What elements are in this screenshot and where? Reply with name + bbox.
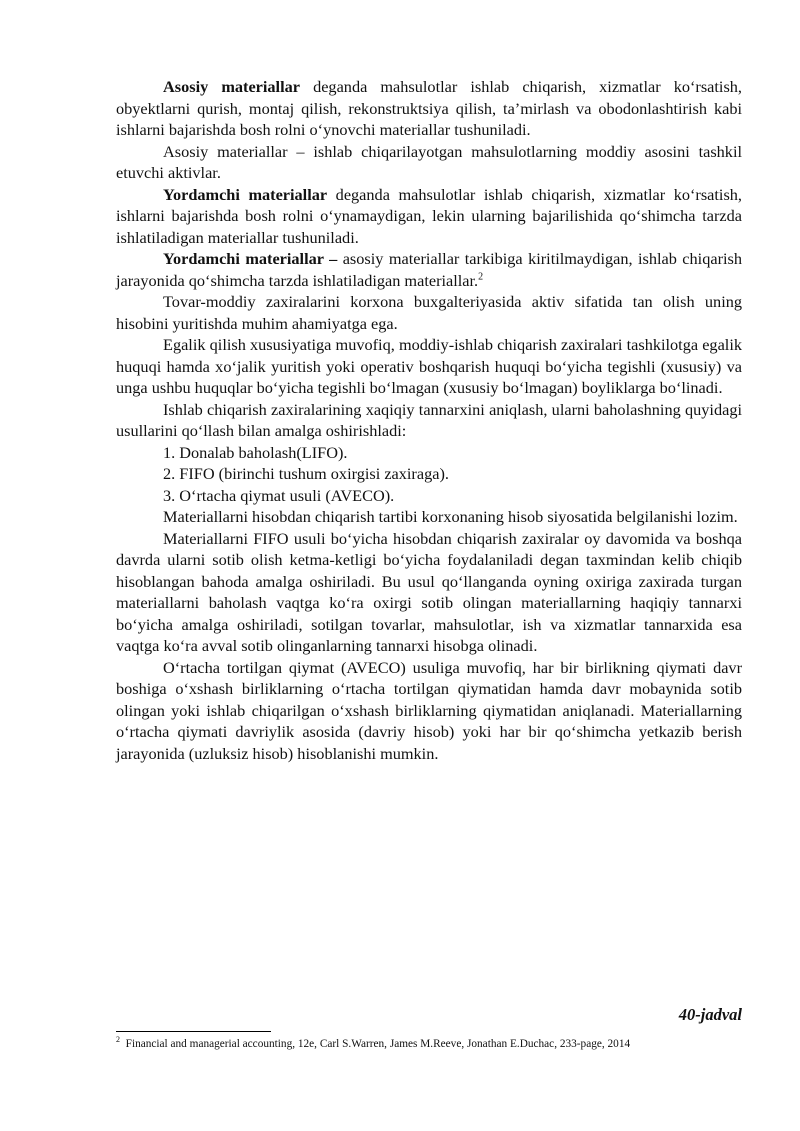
paragraph-text: Egalik qilish xususiyatiga muvofiq, moddiy-ishlab chiqarish zaxiralari tashkilotga egalik huquqi hamda xo‘jalik yuritish yoki operativ boshqarish huquqi bo‘yicha tegishli (xususiy) va unga ushbu huquqlar bo‘yicha tegishli bo‘lmagan (xususiy bo‘lmagan) boyliklarga bo‘linadi.	[116, 335, 742, 397]
paragraph-text: deganda mahsulotlar ishlab chiqarish, xizmatlar ko‘rsatish, ishlarni bajarishda bosh rolni o‘ynamaydigan, lekin ularning bajarilishida qo‘shimcha tarzda ishlatiladigan materiallar tushuniladi.	[116, 184, 742, 247]
paragraph	[116, 141, 742, 184]
list-item	[116, 463, 742, 485]
paragraph-text: asosiy materiallar tarkibiga kiritilmaydigan, ishlab chiqarish jarayonida qo‘shimcha tarzda ishlatiladigan materiallar.	[116, 249, 742, 290]
paragraph	[116, 291, 742, 334]
paragraph	[116, 528, 742, 657]
paragraph-text: deganda mahsulotlar ishlab chiqarish, xizmatlar ko‘rsatish, obyektlarni qurish, montaj qilish, rekonstruktsiya qilish, ta’mirlash va obodonlashtirish kabi ishlarni bajarishda bosh rolni o‘ynovchi materiallar tushuniladi.	[116, 77, 742, 139]
term-bold: Asosiy materiallar	[163, 77, 300, 96]
paragraph	[116, 184, 742, 249]
paragraph	[116, 399, 742, 442]
footnote-marker: 2	[116, 1035, 120, 1045]
footnote-divider	[116, 1031, 271, 1032]
list-item-text: 3. O‘rtacha qiymat usuli (AVECO).	[163, 485, 395, 505]
paragraph-text: Ishlab chiqarish zaxiralarining xaqiqiy tannarxini aniqlash, ularni baholashning quyidagi usullarini qo‘llash bilan amalga oshirishladi:	[116, 399, 742, 440]
paragraph-text: Materiallarni hisobdan chiqarish tartibi korxonaning hisob siyosatida belgilanishi lozim.	[163, 507, 738, 526]
paragraph	[116, 506, 742, 528]
term-bold: Yordamchi materiallar –	[163, 249, 338, 268]
list-item-text: 1. Donalab baholash(LIFO).	[163, 442, 348, 462]
paragraph-text: Asosiy materiallar – ishlab chiqarilayotgan mahsulotlarning moddiy asosini tashkil etuvchi aktivlar.	[116, 141, 742, 182]
list-item	[116, 485, 742, 507]
paragraph-text: Materiallarni FIFO usuli bo‘yicha hisobdan chiqarish zaxiralar oy davomida va boshqa davrda ularni sotib olish ketma-ketligi bo‘yicha foydalaniladi degan taxmindan kelib chiqib hisoblangan bahoda amalga oshiriladi. Bu usul qo‘llanganda oyning oxiriga zaxirada turgan materiallarni baholash vaqtga ko‘ra oxirgi sotib olingan materiallarning haqiqiy tannarxi bo‘yicha amalga oshiriladi, sotilgan tovarlar, mahsulotlar, ish va xizmatlar tannarxida esa vaqtga ko‘ra avval sotib olinganlarning tannarxi hisobga olinadi.	[116, 528, 742, 655]
paragraph	[116, 334, 742, 399]
paragraph-text: Tovar-moddiy zaxiralarini korxona buxgalteriyasida aktiv sifatida tan olish uning hisobini yuritishda muhim ahamiyatga ega.	[116, 292, 742, 333]
paragraph	[116, 248, 742, 291]
list-item	[116, 442, 742, 464]
document-body	[116, 76, 742, 764]
table-label: 40-jadval	[678, 1005, 742, 1024]
list-item-text: 2. FIFO (birinchi tushum oxirgisi zaxiraga).	[163, 464, 449, 483]
footnote-ref[interactable]: 2	[478, 271, 484, 283]
paragraph	[116, 76, 742, 141]
footnote	[116, 1037, 630, 1051]
paragraph-text: O‘rtacha tortilgan qiymat (AVECO) usuliga muvofiq, har bir birlikning qiymati davr boshiga o‘xshash birliklarning o‘rtacha tortilgan qiymatidan hamda davr mobaynida sotib olingan yoki ishlab chiqarilgan o‘xshash birliklarning qiymatidan aniqlanadi. Materiallarning o‘rtacha qiymati davriylik asosida (davriy hisob) yoki har bir qo‘shimcha yetkazib berish jarayonida (uzluksiz hisob) hisoblanishi mumkin.	[116, 657, 742, 763]
term-bold: Yordamchi materiallar	[163, 184, 328, 204]
paragraph	[116, 657, 742, 765]
footnote-text: Financial and managerial accounting, 12e, Carl S.Warren, James M.Reeve, Jonathan E.Duchac, 233-page, 2014	[125, 1038, 631, 1050]
